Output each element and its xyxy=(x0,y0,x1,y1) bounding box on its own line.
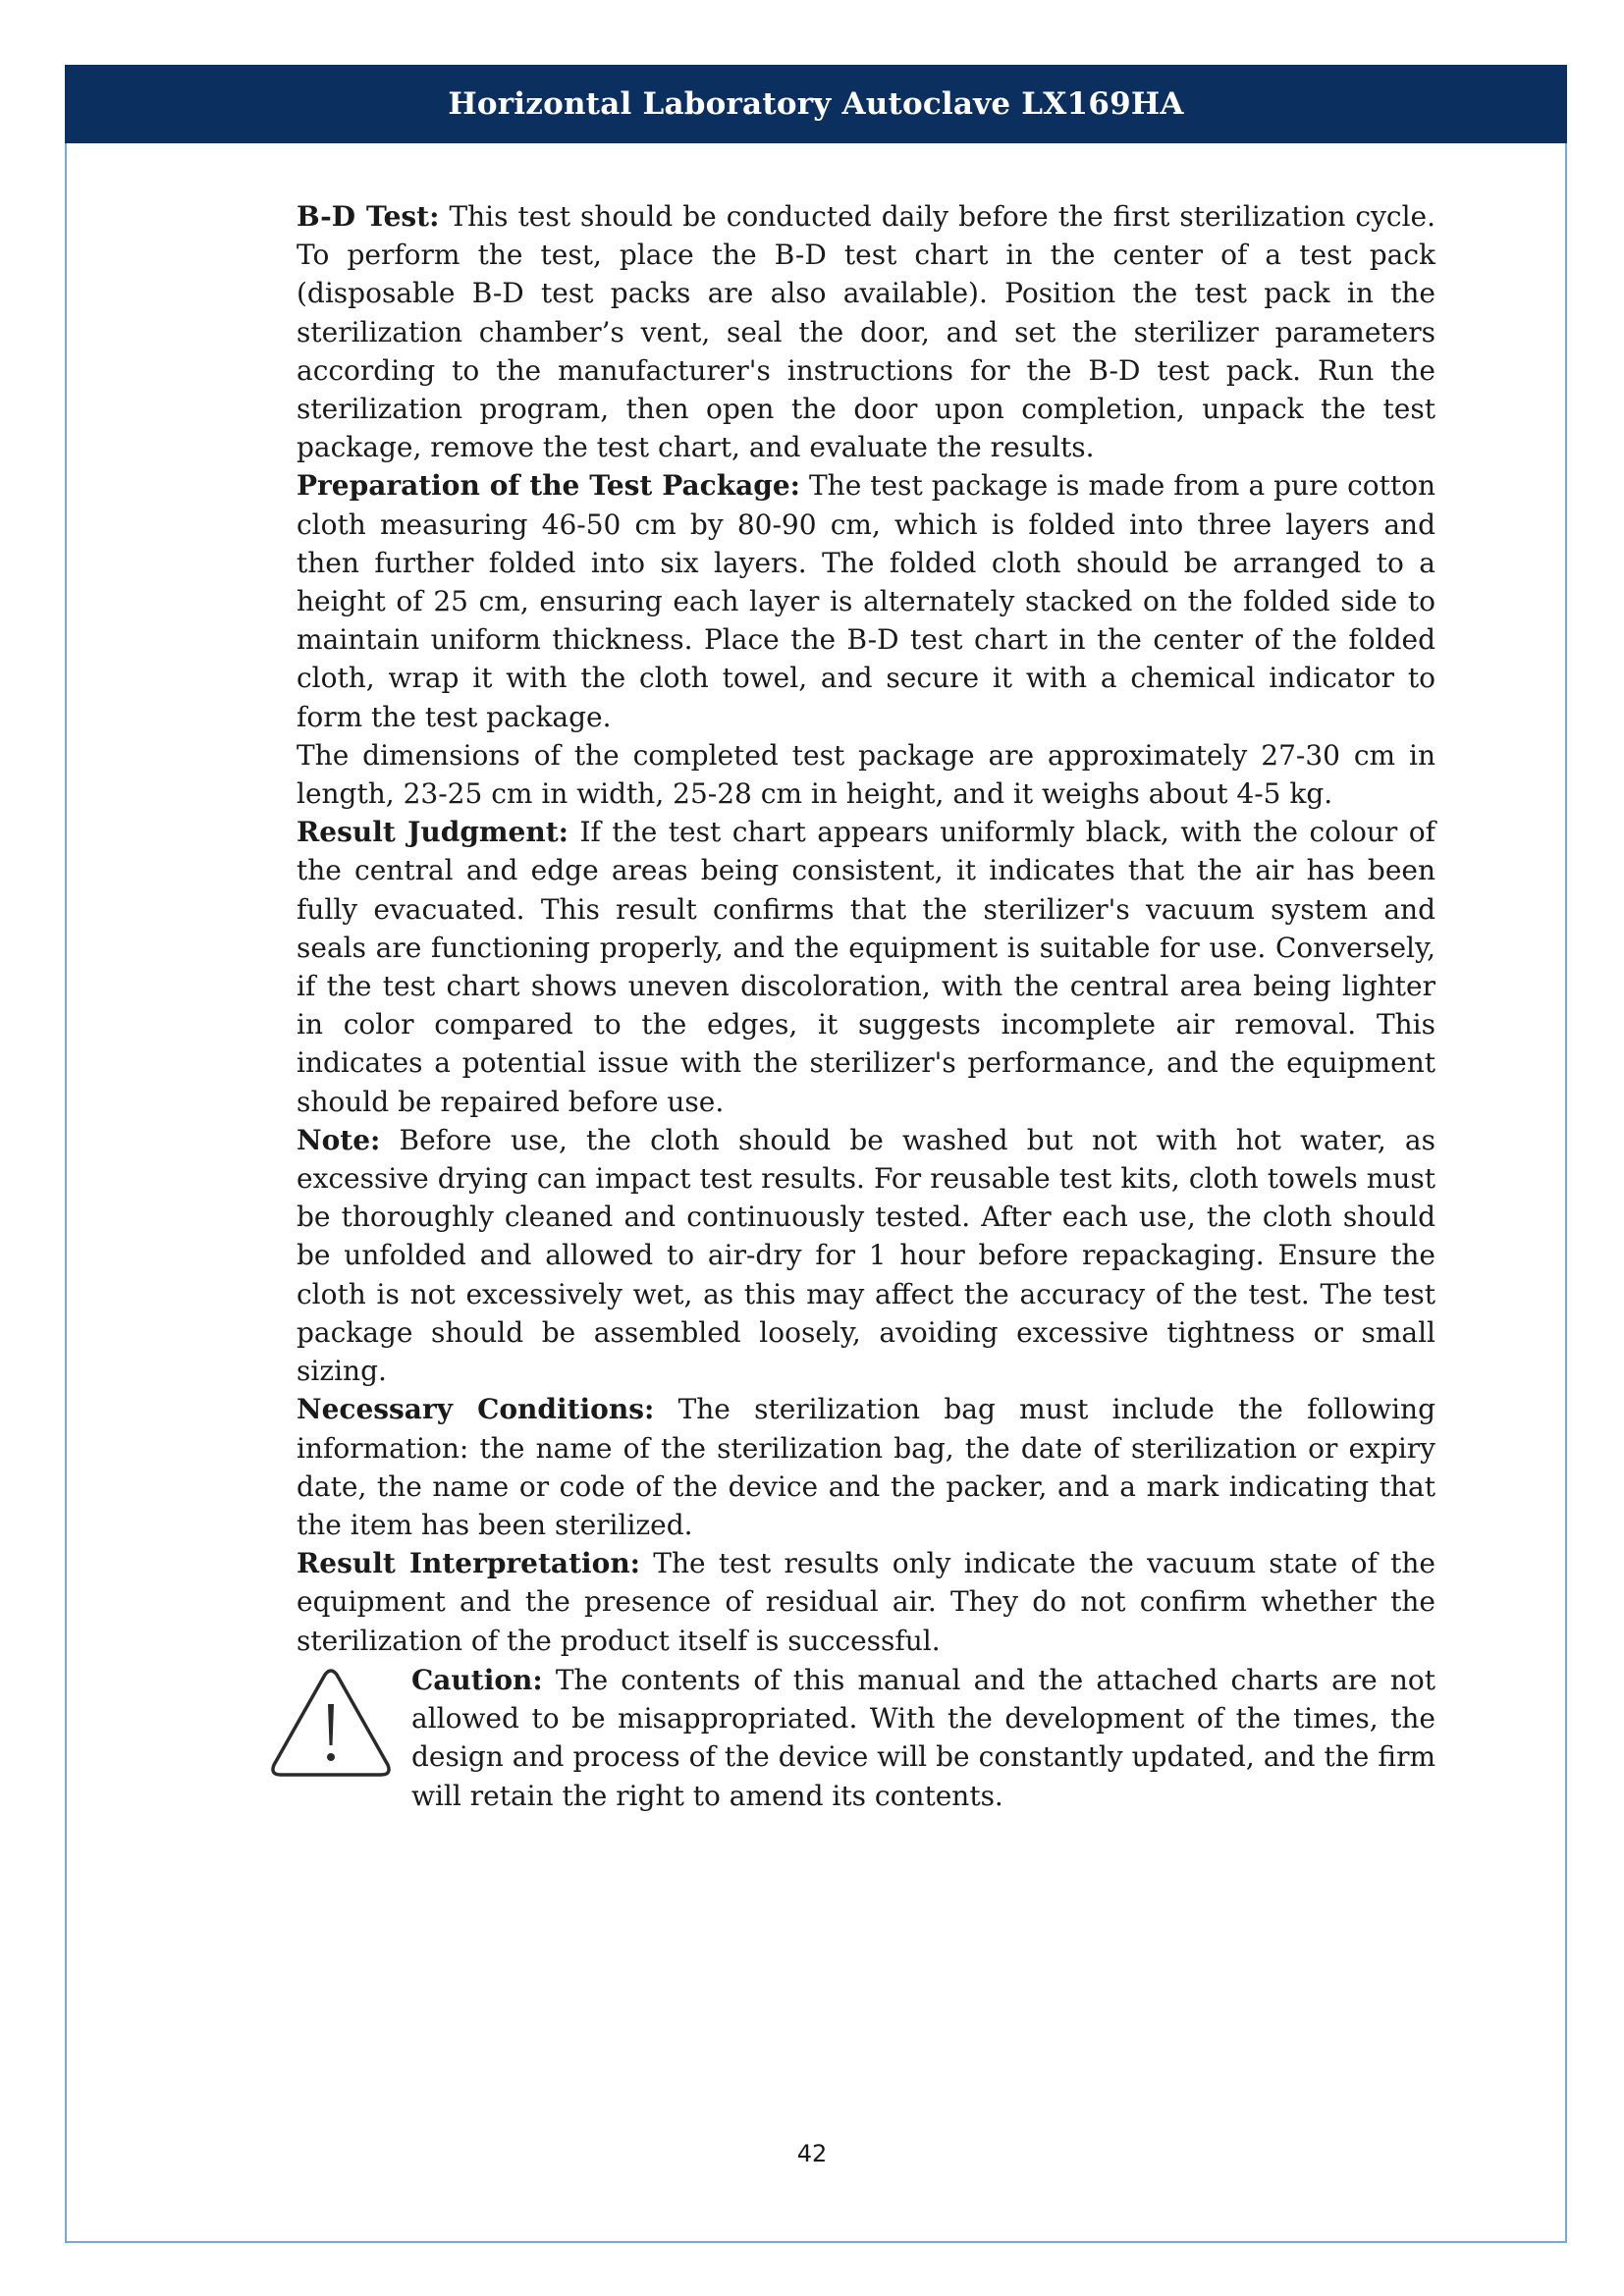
necessary-conditions-paragraph xyxy=(297,1390,1435,1544)
note-label: Note: xyxy=(297,1123,381,1156)
page-number: 42 xyxy=(796,2140,828,2167)
test-package-paragraph xyxy=(297,466,1435,735)
manual-content xyxy=(297,197,1435,1660)
bd-test-paragraph xyxy=(297,197,1435,466)
result-judgment-text: If the test chart appears uniformly black, with the colour of the central and edge areas being consistent, it indicates that the air has been fully evacuated. This result confirms that the sterilizer's vacuum system and seals are functioning properly, and the equipment is suitable for use. Conversely, if the test chart shows uneven discoloration, with the central area being lighter in color compared to the edges, it suggests incomplete air removal. This indicates a potential issue with the sterilizer's performance, and the equipment should be repaired before use. xyxy=(297,816,1435,1118)
result-interpretation-label: Result Interpretation: xyxy=(297,1547,641,1580)
header-bar xyxy=(65,65,1567,143)
test-package-label: Preparation of the Test Package: xyxy=(297,469,800,503)
page-title: Horizontal Laboratory Autoclave LX169HA xyxy=(448,86,1184,122)
test-package-text: The test package is made from a pure cotton cloth measuring 46-50 cm by 80-90 cm, which is folded into three layers and then further folded into six layers. The folded cloth should be arranged to a height of 25 cm, ensuring each layer is alternately stacked on the folded side to maintain uniform thickness. Place the B-D test chart in the center of the folded cloth, wrap it with the cloth towel, and secure it with a chemical indicator to form the test package. xyxy=(297,469,1435,733)
bd-test-label: B-D Test: xyxy=(297,200,440,233)
necessary-conditions-text: The sterilization bag must include the following information: the name of the sterilization bag, the date of sterilization or expiry date, the name or code of the device and the packer, and a mark indicating that the item has been sterilized. xyxy=(297,1393,1436,1541)
caution-label: Caution: xyxy=(411,1664,543,1696)
caution-text: The contents of this manual and the attached charts are not allowed to be misappropriated. With the development of the times, the design and process of the device will be constantly updated, and the firm will retain the right to amend its contents. xyxy=(411,1664,1435,1812)
necessary-conditions-label: Necessary Conditions: xyxy=(297,1393,655,1426)
caution-paragraph xyxy=(411,1661,1435,1815)
warning-triangle-icon xyxy=(269,1667,393,1781)
result-judgment-paragraph xyxy=(297,813,1435,1121)
caution-block xyxy=(269,1661,1435,1828)
result-interpretation-text: The test results only indicate the vacuum state of the equipment and the presence of residual air. They do not confirm whether the sterilization of the product itself is successful. xyxy=(297,1547,1435,1657)
bd-test-text: This test should be conducted daily before the first sterilization cycle. To perform the test, place the B-D test chart in the center of a test pack (disposable B-D test packs are also available). Position the test pack in the sterilization chamber’s vent, seal the door, and set the sterilizer parameters according to the manufacturer's instructions for the B-D test pack. Run the sterilization program, then open the door upon completion, unpack the test package, remove the test chart, and evaluate the results. xyxy=(297,200,1435,464)
result-judgment-label: Result Judgment: xyxy=(297,816,568,849)
note-paragraph xyxy=(297,1121,1435,1390)
dimensions-paragraph xyxy=(297,736,1435,813)
result-interpretation-paragraph xyxy=(297,1544,1435,1660)
dimensions-text: The dimensions of the completed test package are approximately 27-30 cm in length, 23-25 cm in width, 25-28 cm in height, and it weighs about 4-5 kg. xyxy=(297,738,1435,811)
note-text: Before use, the cloth should be washed but not with hot water, as excessive drying can impact test results. For reusable test kits, cloth towels must be thoroughly cleaned and continuously tested. After each use, the cloth should be unfolded and allowed to air-dry for 1 hour before repackaging. Ensure the cloth is not excessively wet, as this may affect the accuracy of the test. The test package should be assembled loosely, avoiding excessive tightness or small sizing. xyxy=(297,1123,1435,1388)
